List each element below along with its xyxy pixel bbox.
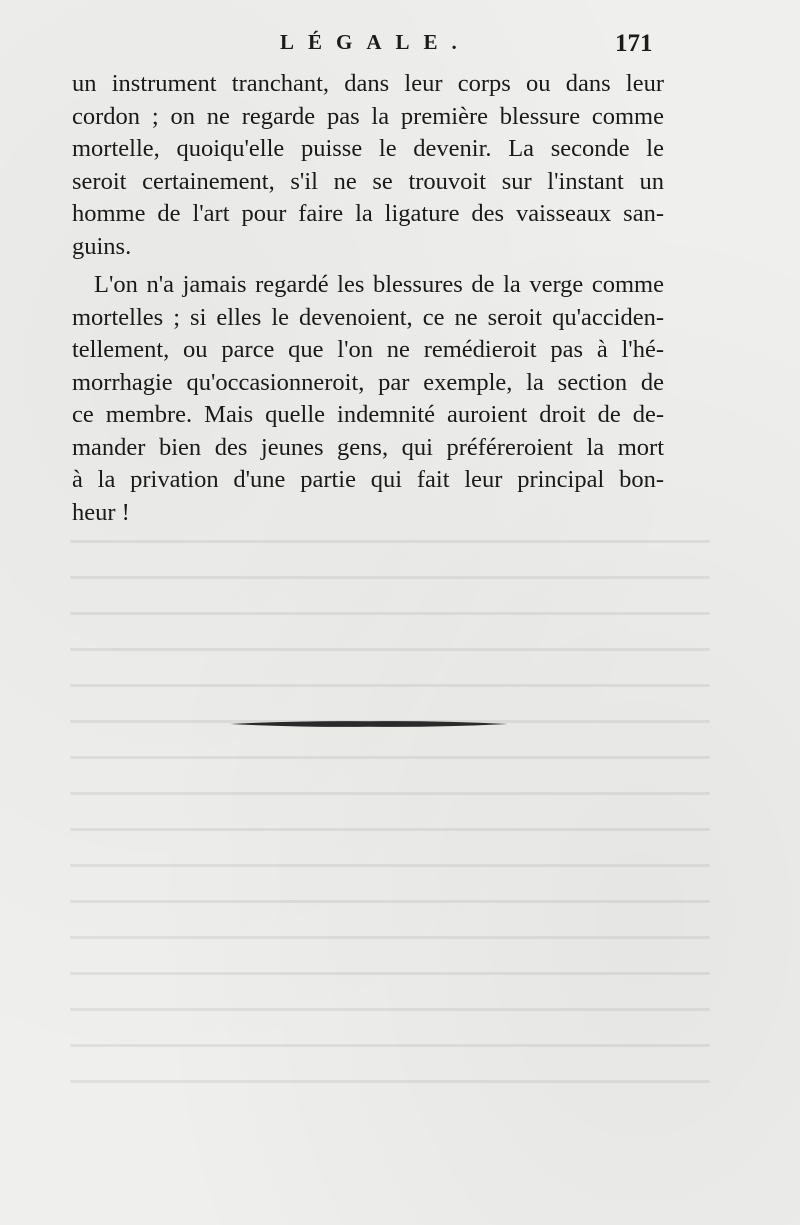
- text-line: un instrument tranchant, dans leur corps ou dans leur: [72, 70, 664, 97]
- body-text: [72, 68, 664, 529]
- page-number: 171: [615, 30, 653, 57]
- text-line: mander bien des jeunes gens, qui préféreroient la mort: [72, 433, 664, 461]
- text-line: heur !: [72, 498, 130, 526]
- paragraph-1: [72, 68, 664, 263]
- text-line: seroit certainement, s'il ne se trouvoit sur l'instant un: [72, 167, 664, 195]
- text-line: morrhagie qu'occasionneroit, par exemple, la section de: [72, 368, 664, 396]
- text-line: homme de l'art pour faire la ligature des vaisseaux san-: [72, 200, 664, 227]
- text-line: L'on n'a jamais regardé les blessures de la verge comme: [94, 271, 664, 298]
- text-line: guins.: [72, 232, 132, 260]
- show-through-text: [70, 540, 710, 1140]
- text-line: mortelle, quoiqu'elle puisse le devenir. La seconde le: [72, 135, 664, 162]
- text-line: tellement, ou parce que l'on ne remédieroit pas à l'hé-: [72, 336, 664, 363]
- paragraph-2: [72, 269, 664, 529]
- text-line: ce membre. Mais quelle indemnité auroient droit de de-: [72, 401, 664, 428]
- page-header: [0, 30, 800, 60]
- running-head: LÉGALE.: [280, 30, 471, 54]
- section-divider-rule: [230, 719, 508, 729]
- text-line: mortelles ; si elles le devenoient, ce ne seroit qu'acciden-: [72, 303, 664, 331]
- text-line: cordon ; on ne regarde pas la première blessure comme: [72, 102, 664, 130]
- text-line: à la privation d'une partie qui fait leur principal bon-: [72, 466, 664, 493]
